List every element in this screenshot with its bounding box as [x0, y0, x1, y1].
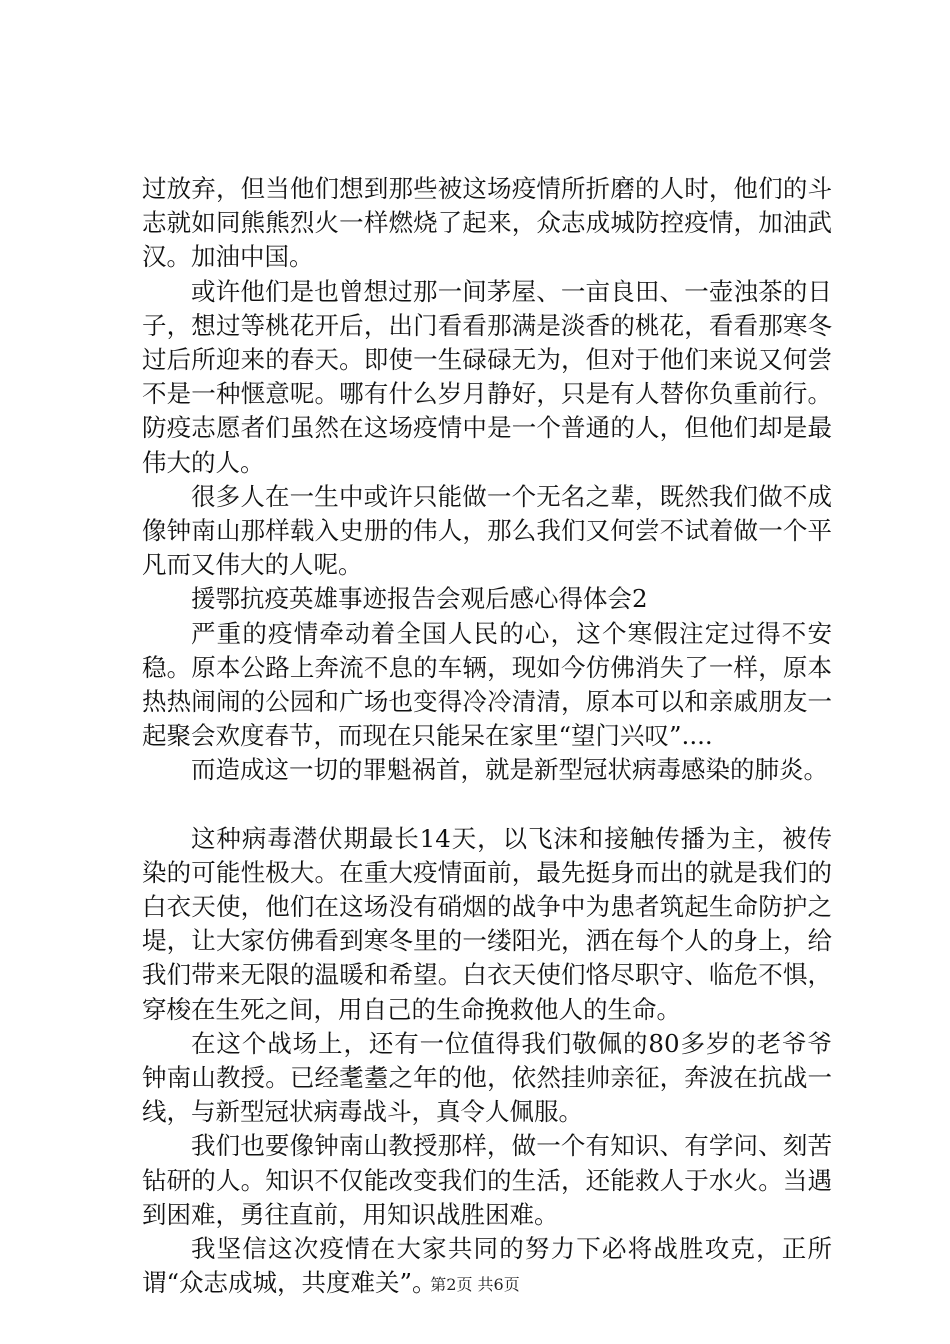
paragraph: 我们也要像钟南山教授那样，做一个有知识、有学问、刻苦钻研的人。知识不仅能改变我们的生活，还能救人于水火。当遇到困难，勇往直前，用知识战胜困难。: [142, 1131, 832, 1229]
document-body: [142, 172, 832, 1301]
paragraph: 而造成这一切的罪魁祸首，就是新型冠状病毒感染的肺炎。: [191, 755, 828, 785]
paragraph: 严重的疫情牵动着全国人民的心，这个寒假注定过得不安稳。原本公路上奔流不息的车辆，现如今仿佛消失了一样，原本热热闹闹的公园和广场也变得冷冷清清，原本可以和亲戚朋友一起聚会欢度春节，而现在只能呆在家里“望门兴叹”....: [142, 618, 832, 751]
paragraph: 这种病毒潜伏期最长14天，以飞沫和接触传播为主，被传染的可能性极大。在重大疫情面前，最先挺身而出的就是我们的白衣天使，他们在这场没有硝烟的战争中为患者筑起生命防护之堤，让大家仿佛看到寒冬里的一缕阳光，洒在每个人的身上，给我们带来无限的温暖和希望。白衣天使们恪尽职守、临危不惧，穿梭在生死之间，用自己的生命挽救他人的生命。: [142, 823, 832, 1024]
section-heading: 援鄂抗疫英雄事迹报告会观后感心得体会2: [191, 584, 648, 614]
paragraph: 在这个战场上，还有一位值得我们敬佩的80多岁的老爷爷钟南山教授。已经耄耋之年的他，依然挂帅亲征，奔波在抗战一线，与新型冠状病毒战斗，真令人佩服。: [142, 1028, 832, 1127]
paragraph: 很多人在一生中或许只能做一个无名之辈，既然我们做不成像钟南山那样载入史册的伟人，那么我们又何尝不试着做一个平凡而又伟大的人呢。: [142, 481, 832, 580]
page-number-footer: 第2页 共6页: [430, 1275, 520, 1294]
paragraph: 我坚信这次疫情在大家共同的努力下必将战胜攻克，正所谓“众志成城，共度难关”。: [142, 1234, 832, 1298]
paragraph-continuation: 过放弃，但当他们想到那些被这场疫情所折磨的人时，他们的斗志就如同熊熊烈火一样燃烧了起来，众志成城防控疫情，加油武汉。加油中国。: [142, 174, 832, 272]
paragraph: 或许他们是也曾想过那一间茅屋、一亩良田、一壶浊茶的日子，想过等桃花开后，出门看看那满是淡香的桃花，看看那寒冬过后所迎来的春天。即使一生碌碌无为，但对于他们来说又何尝不是一种惬意呢。哪有什么岁月静好，只是有人替你负重前行。防疫志愿者们虽然在这场疫情中是一个普通的人，但他们却是最伟大的人。: [142, 276, 832, 477]
